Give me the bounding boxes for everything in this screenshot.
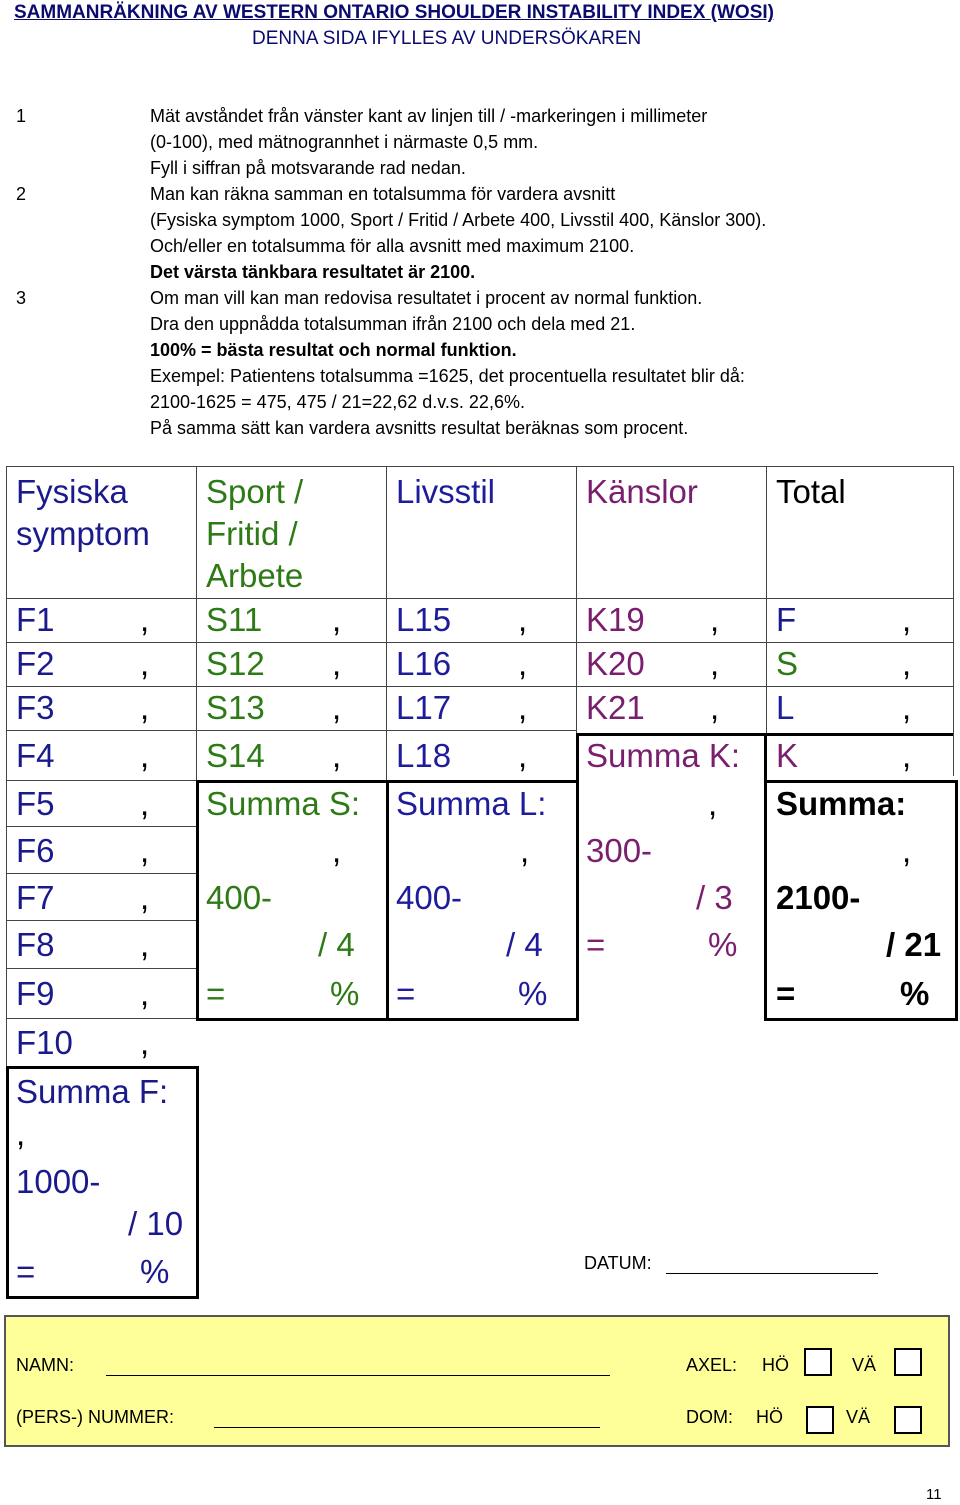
- row-label-s12: S12: [206, 645, 265, 682]
- total-label-s: S: [776, 645, 799, 682]
- f-eq: =: [16, 1253, 36, 1290]
- total-label-l: L: [776, 689, 795, 726]
- k-pct: %: [708, 926, 738, 963]
- datum-label: DATUM:: [584, 1253, 652, 1273]
- l-eq: =: [396, 975, 416, 1012]
- axel-ho-checkbox[interactable]: [804, 1348, 832, 1376]
- comma: ,: [332, 737, 342, 774]
- comma: ,: [140, 785, 150, 822]
- comma: ,: [140, 879, 150, 916]
- row-label-l17: L17: [396, 689, 452, 726]
- summa-s-label: Summa S:: [206, 785, 361, 822]
- comma: ,: [16, 1115, 26, 1152]
- f-base: 1000-: [16, 1163, 101, 1200]
- s-pct: %: [330, 975, 360, 1012]
- comma: ,: [140, 645, 150, 682]
- row-label-f5: F5: [16, 785, 55, 822]
- dom-label: DOM:: [686, 1407, 733, 1427]
- axel-ho-label: HÖ: [762, 1355, 789, 1375]
- row-label-f3: F3: [16, 689, 55, 726]
- row-label-f7: F7: [16, 879, 55, 916]
- row-label-k21: K21: [586, 689, 645, 726]
- row-label-s14: S14: [206, 737, 265, 774]
- comma: ,: [902, 832, 912, 869]
- comma: ,: [332, 601, 342, 638]
- comma: ,: [332, 832, 342, 869]
- total-pct: %: [900, 975, 930, 1012]
- comma: ,: [518, 737, 528, 774]
- instruction-line: 2100-1625 = 475, 475 / 21=22,62 d.v.s. 22,6%.: [150, 392, 525, 412]
- instruction-line: Och/eller en totalsumma för alla avsnitt med maximum 2100.: [150, 236, 635, 256]
- comma: ,: [332, 645, 342, 682]
- comma: ,: [332, 689, 342, 726]
- total-base: 2100-: [776, 879, 861, 916]
- instruction-line: Dra den uppnådda totalsumman ifrån 2100 och dela med 21.: [150, 314, 636, 334]
- instruction-line: Exempel: Patientens totalsumma =1625, det procentuella resultatet blir då:: [150, 366, 745, 386]
- row-label-l16: L16: [396, 645, 452, 682]
- row-label-l15: L15: [396, 601, 452, 638]
- f-div: / 10: [128, 1205, 184, 1242]
- comma: ,: [710, 689, 720, 726]
- instruction-line: På samma sätt kan vardera avsnitts resultat beräknas som procent.: [150, 418, 689, 438]
- instruction-line: Fyll i siffran på motsvarande rad nedan.: [150, 158, 466, 178]
- axel-va-checkbox[interactable]: [894, 1348, 922, 1376]
- instruction-line: (Fysiska symptom 1000, Sport / Fritid / Arbete 400, Livsstil 400, Känslor 300).: [150, 210, 767, 230]
- comma: ,: [902, 689, 912, 726]
- total-label-f: F: [776, 601, 797, 638]
- instruction-line-bold: Det värsta tänkbara resultatet är 2100.: [150, 262, 476, 282]
- row-label-f10: F10: [16, 1024, 73, 1061]
- row-label-f9: F9: [16, 975, 55, 1012]
- k-eq: =: [586, 926, 606, 963]
- f-pct: %: [140, 1253, 170, 1290]
- row-label-s13: S13: [206, 689, 265, 726]
- header-fysiska-line1: Fysiska: [16, 473, 128, 510]
- row-label-k20: K20: [586, 645, 645, 682]
- comma: ,: [518, 601, 528, 638]
- summa-f-label: Summa F:: [16, 1073, 169, 1110]
- comma: ,: [140, 737, 150, 774]
- summa-total-label: Summa:: [776, 785, 907, 822]
- total-eq: =: [776, 975, 796, 1012]
- axel-va-label: VÄ: [852, 1355, 877, 1375]
- comma: ,: [140, 1024, 150, 1061]
- comma: ,: [140, 926, 150, 963]
- header-livsstil: Livsstil: [396, 473, 496, 510]
- instruction-number: 2: [16, 184, 27, 204]
- instruction-line: (0-100), med mätnogrannhet i närmaste 0,5 mm.: [150, 132, 539, 152]
- total-label-k: K: [776, 737, 799, 774]
- l-pct: %: [518, 975, 548, 1012]
- header-sport-line1: Sport /: [206, 473, 304, 510]
- page-title: SAMMANRÄKNING AV WESTERN ONTARIO SHOULDER INSTABILITY INDEX (WOSI): [14, 2, 774, 23]
- k-base: 300-: [586, 832, 653, 869]
- comma: ,: [902, 601, 912, 638]
- l-base: 400-: [396, 879, 463, 916]
- row-label-f8: F8: [16, 926, 55, 963]
- comma: ,: [140, 975, 150, 1012]
- s-div: / 4: [318, 926, 355, 963]
- namn-label: NAMN:: [16, 1355, 74, 1375]
- namn-field[interactable]: [106, 1375, 610, 1376]
- instruction-line: Man kan räkna samman en totalsumma för vardera avsnitt: [150, 184, 616, 204]
- summa-l-label: Summa L:: [396, 785, 547, 822]
- comma: ,: [710, 645, 720, 682]
- row-label-s11: S11: [206, 601, 263, 638]
- datum-field[interactable]: [666, 1273, 878, 1274]
- total-div: / 21: [886, 926, 942, 963]
- dom-va-checkbox[interactable]: [894, 1406, 922, 1434]
- comma: ,: [518, 645, 528, 682]
- comma: ,: [710, 601, 720, 638]
- comma: ,: [520, 832, 530, 869]
- row-label-f6: F6: [16, 832, 55, 869]
- summa-k-label: Summa K:: [586, 737, 741, 774]
- header-sport-line2: Fritid /: [206, 515, 298, 552]
- header-kanslor: Känslor: [586, 473, 698, 510]
- row-label-k19: K19: [586, 601, 645, 638]
- instruction-line: Om man vill kan man redovisa resultatet i procent av normal funktion.: [150, 288, 703, 308]
- instruction-number: 3: [16, 288, 27, 308]
- comma: ,: [140, 832, 150, 869]
- page-number: 11: [926, 1486, 942, 1503]
- nummer-field[interactable]: [214, 1427, 600, 1428]
- header-total: Total: [776, 473, 846, 510]
- s-base: 400-: [206, 879, 273, 916]
- dom-ho-label: HÖ: [756, 1407, 783, 1427]
- dom-va-label: VÄ: [846, 1407, 871, 1427]
- comma: ,: [140, 601, 150, 638]
- comma: ,: [902, 645, 912, 682]
- comma: ,: [518, 689, 528, 726]
- s-eq: =: [206, 975, 226, 1012]
- row-label-f4: F4: [16, 737, 55, 774]
- row-label-f2: F2: [16, 645, 55, 682]
- dom-ho-checkbox[interactable]: [806, 1406, 834, 1434]
- row-label-f1: F1: [16, 601, 55, 638]
- comma: ,: [902, 737, 912, 774]
- l-div: / 4: [506, 926, 543, 963]
- comma: ,: [708, 785, 718, 822]
- header-sport-line3: Arbete: [206, 557, 304, 594]
- instruction-line: Mät avståndet från vänster kant av linjen till / -markeringen i millimeter: [150, 106, 708, 126]
- instruction-line-bold: 100% = bästa resultat och normal funktion.: [150, 340, 517, 360]
- k-div: / 3: [696, 879, 733, 916]
- axel-label: AXEL:: [686, 1355, 738, 1375]
- nummer-label: (PERS-) NUMMER:: [16, 1407, 174, 1427]
- instruction-number: 1: [16, 106, 27, 126]
- comma: ,: [140, 689, 150, 726]
- row-label-l18: L18: [396, 737, 452, 774]
- header-fysiska-line2: symptom: [16, 515, 150, 552]
- page-subtitle: DENNA SIDA IFYLLES AV UNDERSÖKAREN: [252, 28, 642, 49]
